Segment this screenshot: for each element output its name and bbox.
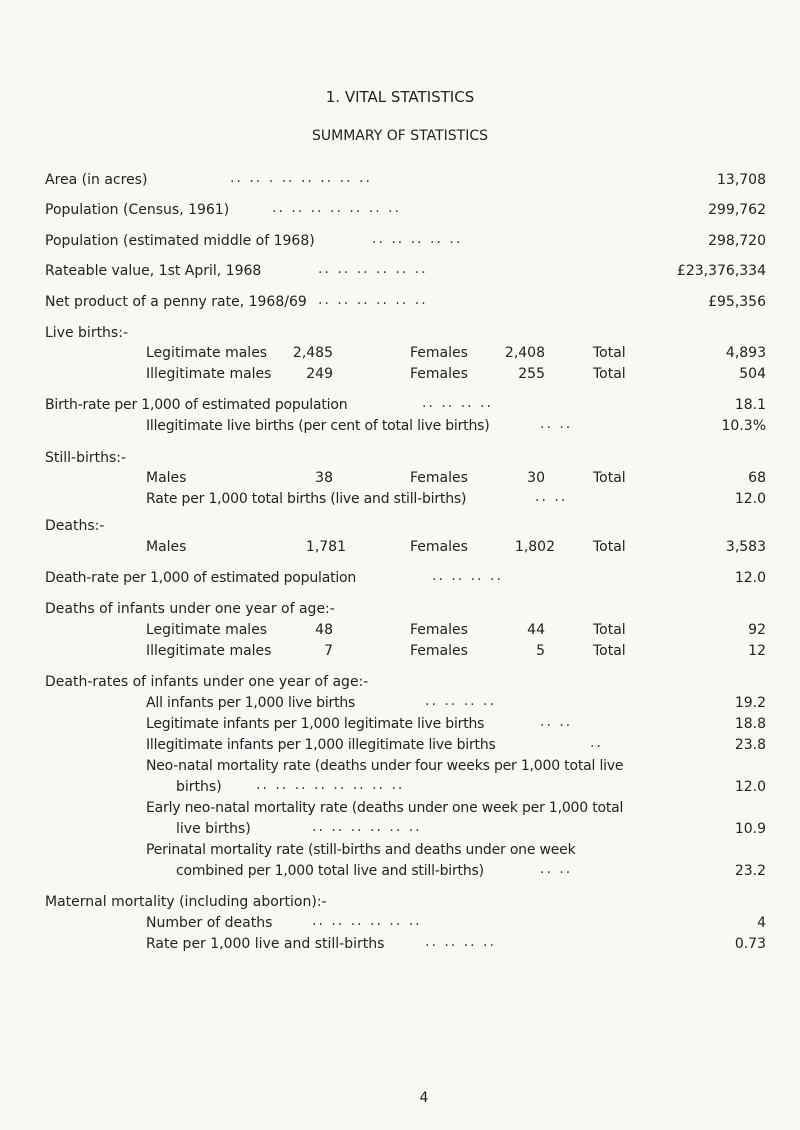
penny-rate-label: Net product of a penny rate, 1968/69	[45, 294, 307, 310]
leader-dots: .. .. .. .. .. .. .. ..	[256, 777, 405, 793]
leader-dots: .. .. .. .. .. ..	[318, 292, 428, 308]
rateable-value-value: £23,376,334	[676, 263, 766, 279]
area-value: 13,708	[717, 172, 766, 188]
infant-deaths-illegit-males: 7	[324, 643, 333, 659]
penny-rate-value: £95,356	[708, 294, 766, 310]
infant-rate-illegit-value: 23.8	[734, 737, 766, 753]
leader-dots: .. .. . .. .. .. .. ..	[230, 170, 372, 186]
infant-rate-legit-label: Legitimate infants per 1,000 legitimate live births	[146, 716, 485, 732]
females-label: Females	[410, 539, 468, 555]
still-births-males-label: Males	[146, 470, 187, 486]
infant-rate-all-label: All infants per 1,000 live births	[146, 695, 356, 711]
area-label: Area (in acres)	[45, 172, 148, 188]
females-label: Females	[410, 643, 468, 659]
total-label: Total	[593, 345, 626, 361]
maternal-heading: Maternal mortality (including abortion):-	[45, 894, 327, 910]
maternal-deaths-value: 4	[757, 915, 766, 931]
maternal-deaths-label: Number of deaths	[146, 915, 273, 931]
section-title: 1. VITAL STATISTICS	[325, 88, 475, 106]
illegit-percent-label: Illegitimate live births (per cent of total live births)	[146, 418, 490, 434]
birth-rate-label: Birth-rate per 1,000 of estimated population	[45, 397, 348, 413]
live-births-legit-total: 4,893	[725, 345, 766, 361]
population-census-label: Population (Census, 1961)	[45, 202, 230, 218]
infant-deaths-legit-females: 44	[527, 622, 545, 638]
neonatal-rate-label-line2: births)	[176, 779, 222, 795]
live-births-heading: Live births:-	[45, 325, 128, 341]
live-births-legit-label: Legitimate males	[146, 345, 268, 361]
females-label: Females	[410, 470, 468, 486]
page-subtitle: SUMMARY OF STATISTICS	[312, 128, 488, 144]
infant-rate-legit-value: 18.8	[734, 716, 766, 732]
early-neonatal-label-line2: live births)	[176, 821, 251, 837]
still-births-males: 38	[315, 470, 333, 486]
infant-deaths-illegit-label: Illegitimate males	[146, 643, 272, 659]
leader-dots: .. ..	[540, 714, 573, 730]
live-births-illegit-label: Illegitimate males	[146, 366, 272, 382]
infant-deaths-heading: Deaths of infants under one year of age:-	[45, 601, 335, 617]
leader-dots: .. .. .. .. .. ..	[318, 261, 428, 277]
leader-dots: .. ..	[535, 489, 568, 505]
still-births-heading: Still-births:-	[45, 450, 127, 466]
early-neonatal-value: 10.9	[734, 821, 766, 837]
leader-dots: .. .. .. ..	[422, 395, 493, 411]
total-label: Total	[593, 470, 626, 486]
maternal-rate-value: 0.73	[734, 936, 766, 952]
birth-rate-value: 18.1	[734, 397, 766, 413]
live-births-illegit-total: 504	[739, 366, 766, 382]
early-neonatal-label-line1: Early neo-natal mortality rate (deaths under one week per 1,000 total	[146, 800, 624, 816]
live-births-legit-males: 2,485	[292, 345, 333, 361]
total-label: Total	[593, 366, 626, 382]
rateable-value-label: Rateable value, 1st April, 1968	[45, 263, 262, 279]
population-census-value: 299,762	[708, 202, 766, 218]
leader-dots: .. ..	[540, 416, 573, 432]
deaths-males-label: Males	[146, 539, 187, 555]
infant-deaths-illegit-females: 5	[536, 643, 545, 659]
deaths-heading: Deaths:-	[45, 518, 105, 534]
females-label: Females	[410, 345, 468, 361]
leader-dots: ..	[590, 735, 603, 751]
death-rate-label: Death-rate per 1,000 of estimated population	[45, 570, 357, 586]
population-estimated-label: Population (estimated middle of 1968)	[45, 233, 315, 249]
total-label: Total	[593, 539, 626, 555]
maternal-rate-label: Rate per 1,000 live and still-births	[146, 936, 385, 952]
infant-deaths-legit-males: 48	[315, 622, 333, 638]
still-births-females: 30	[527, 470, 545, 486]
leader-dots: .. .. .. ..	[425, 934, 496, 950]
perinatal-value: 23.2	[734, 863, 766, 879]
infant-rate-all-value: 19.2	[734, 695, 766, 711]
leader-dots: .. ..	[540, 861, 573, 877]
infant-deaths-legit-label: Legitimate males	[146, 622, 268, 638]
perinatal-label-line2: combined per 1,000 total live and still-births)	[176, 863, 484, 879]
leader-dots: .. .. .. ..	[425, 693, 496, 709]
infant-deaths-illegit-total: 12	[748, 643, 766, 659]
illegit-percent-value: 10.3%	[721, 418, 766, 434]
infant-rate-illegit-label: Illegitimate infants per 1,000 illegitimate live births	[146, 737, 496, 753]
leader-dots: .. .. .. .. .. ..	[312, 819, 422, 835]
leader-dots: .. .. .. .. .. .. ..	[272, 200, 402, 216]
death-rate-value: 12.0	[734, 570, 766, 586]
live-births-legit-females: 2,408	[504, 345, 545, 361]
infant-deaths-legit-total: 92	[748, 622, 766, 638]
still-births-rate-label: Rate per 1,000 total births (live and still-births)	[146, 491, 467, 507]
still-births-rate-value: 12.0	[734, 491, 766, 507]
page-number: 4	[419, 1090, 429, 1106]
deaths-males: 1,781	[305, 539, 346, 555]
leader-dots: .. .. .. .. ..	[372, 231, 463, 247]
females-label: Females	[410, 622, 468, 638]
neonatal-rate-value: 12.0	[734, 779, 766, 795]
leader-dots: .. .. .. .. .. ..	[312, 913, 422, 929]
infant-rates-heading: Death-rates of infants under one year of age:-	[45, 674, 369, 690]
deaths-total: 3,583	[725, 539, 766, 555]
neonatal-rate-label-line1: Neo-natal mortality rate (deaths under four weeks per 1,000 total live	[146, 758, 624, 774]
live-births-illegit-males: 249	[306, 366, 333, 382]
still-births-total: 68	[748, 470, 766, 486]
total-label: Total	[593, 643, 626, 659]
population-estimated-value: 298,720	[708, 233, 766, 249]
total-label: Total	[593, 622, 626, 638]
females-label: Females	[410, 366, 468, 382]
deaths-females: 1,802	[514, 539, 555, 555]
perinatal-label-line1: Perinatal mortality rate (still-births and deaths under one week	[146, 842, 576, 858]
live-births-illegit-females: 255	[518, 366, 545, 382]
leader-dots: .. .. .. ..	[432, 568, 503, 584]
